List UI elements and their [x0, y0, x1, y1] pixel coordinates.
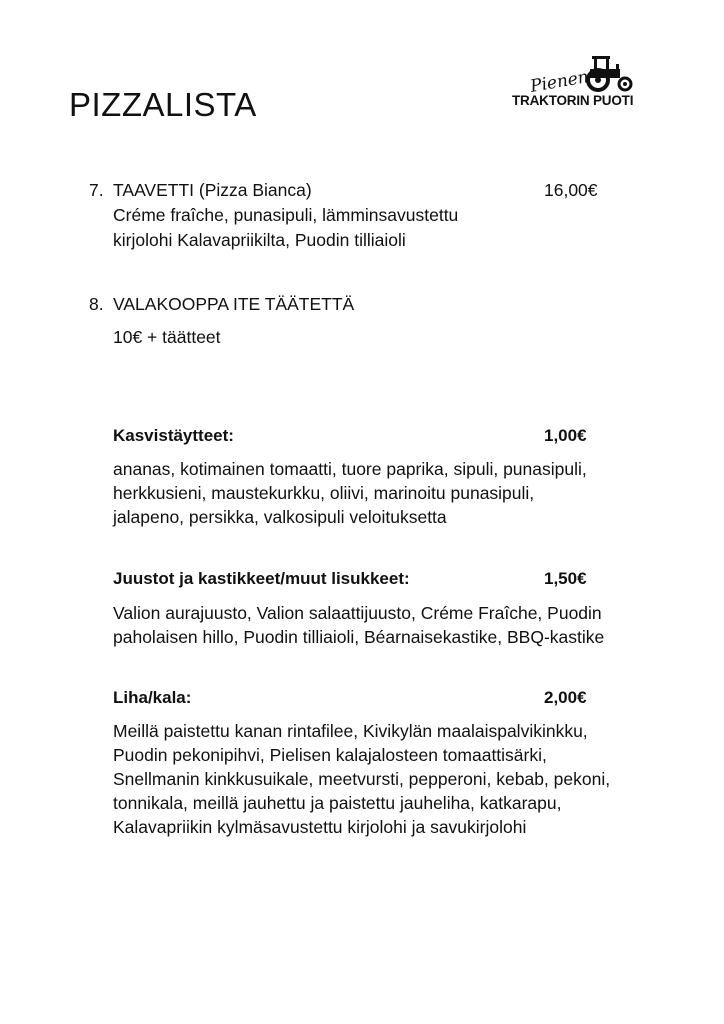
logo [512, 50, 647, 116]
section-line: Puodin pekonipihvi, Pielisen kalajalosteen tomaattisärki, [113, 745, 547, 765]
pizza-name: TAAVETTI (Pizza Bianca) [113, 180, 312, 200]
section-line: ananas, kotimainen tomaatti, tuore paprika, sipuli, punasipuli, [113, 459, 587, 479]
section-heading: Juustot ja kastikkeet/muut lisukkeet: [113, 569, 410, 588]
tractor-icon [578, 50, 638, 92]
pizza-number: 7. [89, 180, 104, 200]
section-price: 1,00€ [544, 426, 587, 445]
logo-name-text: TRAKTORIN PUOTI [512, 93, 634, 108]
section-line: herkkusieni, maustekurkku, oliivi, marinoitu punasipuli, [113, 483, 535, 503]
section-heading: Kasvistäytteet: [113, 426, 234, 445]
section-heading: Liha/kala: [113, 688, 192, 707]
section-line: Meillä paistettu kanan rintafilee, Kivikylän maalaispalvikinkku, [113, 721, 588, 741]
pizza-ingredients-line: kirjolohi Kalavapriikilta, Puodin tilliaioli [113, 230, 406, 250]
page-title: PIZZALISTA [69, 86, 257, 123]
section-line: tonnikala, meillä jauhettu ja paistettu jauheliha, katkarapu, [113, 793, 562, 813]
section-price: 2,00€ [544, 688, 587, 707]
pizza-number: 8. [89, 294, 104, 314]
section-line: paholaisen hillo, Puodin tilliaioli, Béarnaisekastike, BBQ-kastike [113, 627, 605, 647]
section-line: Snellmanin kinkkusuikale, meetvursti, pepperoni, kebab, pekoni, [113, 769, 611, 789]
pizza-price-note: 10€ + täätteet [113, 327, 221, 347]
section-line: Kalavapriikin kylmäsavustettu kirjolohi ja savukirjolohi [113, 817, 527, 837]
section-price: 1,50€ [544, 569, 587, 588]
logo-script-text: Pienen [528, 67, 591, 97]
section-line: jalapeno, persikka, valkosipuli veloituksetta [113, 507, 447, 527]
pizza-name: VALAKOOPPA ITE TÄÄTETTÄ [113, 294, 355, 314]
section-line: Valion aurajuusto, Valion salaattijuusto, Créme Fraîche, Puodin [113, 603, 602, 623]
pizza-price: 16,00€ [544, 180, 598, 200]
pizza-ingredients-line: Créme fraîche, punasipuli, lämminsavustettu [113, 205, 459, 225]
